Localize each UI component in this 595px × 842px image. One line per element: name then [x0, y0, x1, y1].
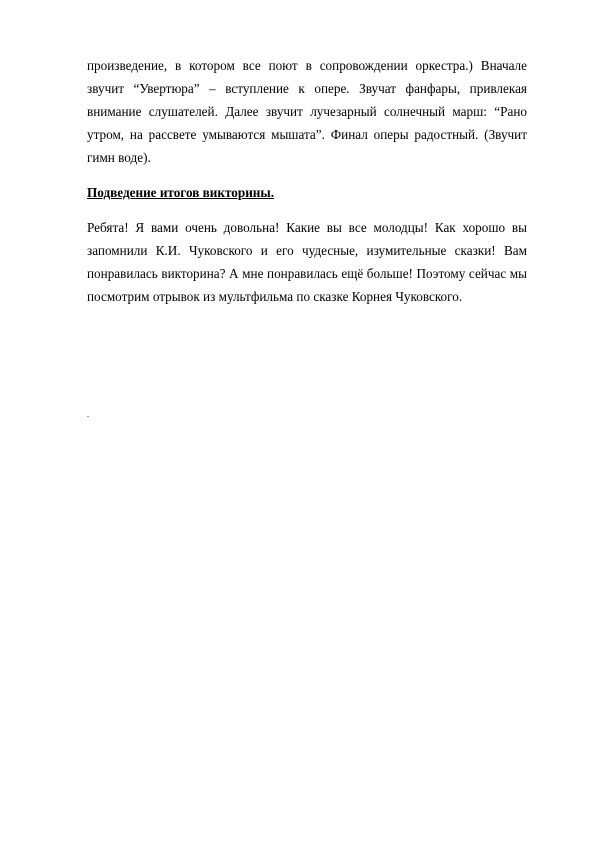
paragraph-opera-description: произведение, в котором все поют в сопровождении оркестра.) Вначале звучит “Увертюра” – вступление к опере. Звучат фанфары, привлекая внимание слушателей. Далее звучит лучезарный солнечный марш: “Рано утром, на рассвете умываются мышата”. Финал оперы радостный. (Звучит гимн воде).	[87, 58, 527, 165]
document-body	[87, 54, 527, 308]
section-heading-quiz-summary: Подведение итогов викторины.	[87, 185, 274, 200]
stray-dot-mark: .	[87, 410, 89, 419]
paragraph-closing-remarks: Ребята! Я вами очень довольна! Какие вы все молодцы! Как хорошо вы запомнили К.И. Чуковского и его чудесные, изумительные сказки! Вам понравилась викторина? А мне понравилась ещё больше! Поэтому сейчас мы посмотрим отрывок из мультфильма по сказке Корнея Чуковского.	[87, 220, 527, 304]
